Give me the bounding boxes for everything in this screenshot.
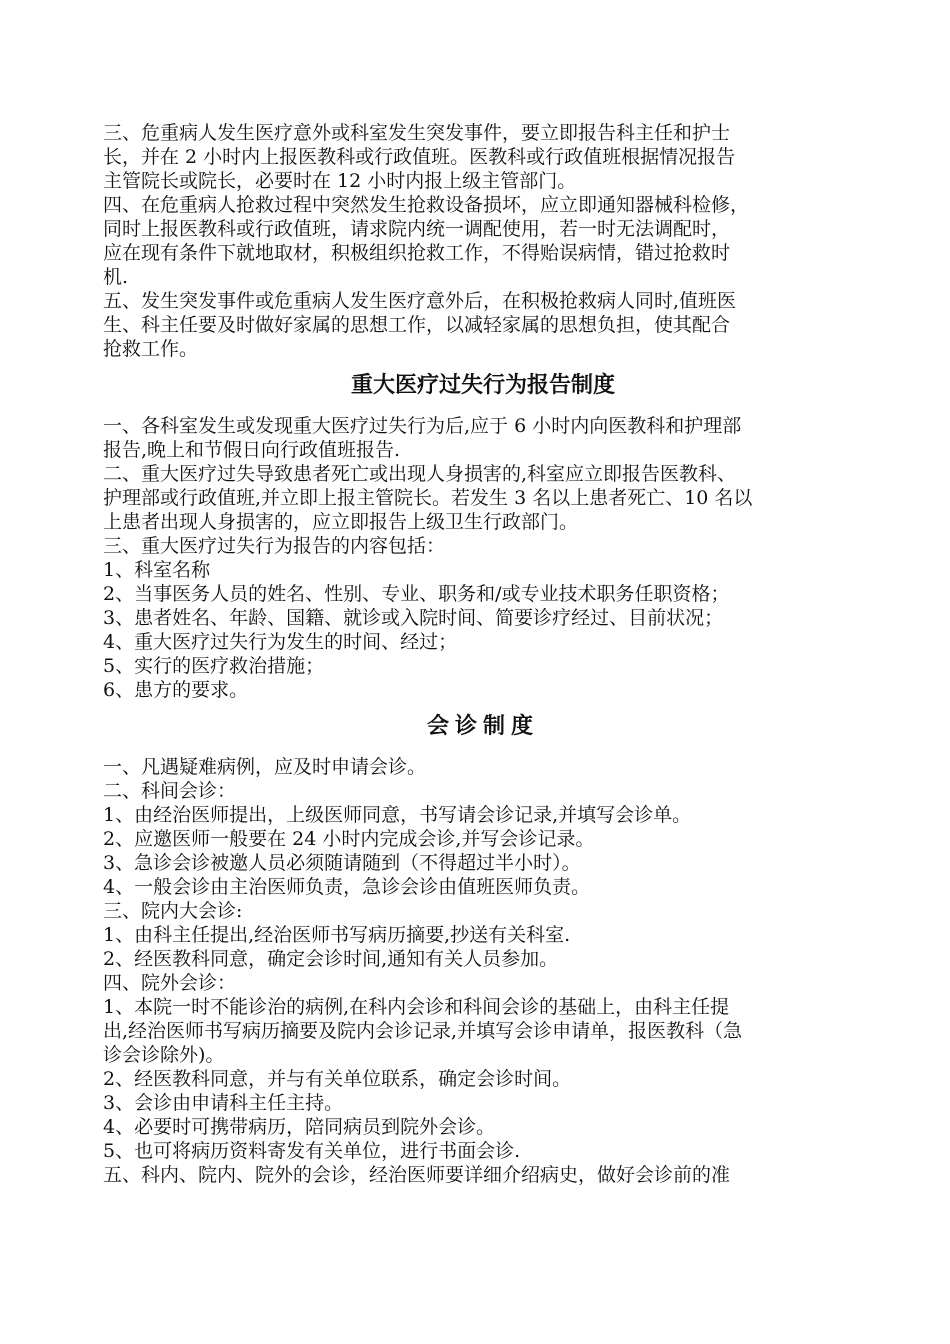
text-line: 二、科间会诊： [103,780,237,802]
text-line: 长，并在 2 小时内上报医教科或行政值班。医教科或行政值班根据情况报告 [103,146,736,168]
text-line: 三、重大医疗过失行为报告的内容包括： [103,535,446,557]
text-line: 五、科内、院内、院外的会诊，经治医师要详细介绍病史，做好会诊前的准 [103,1164,731,1186]
list-item: 3、急诊会诊被邀人员必须随请随到（不得超过半小时）。 [103,852,581,874]
text-line: 机. [103,266,129,288]
text-line: 诊会诊除外)。 [103,1044,225,1066]
list-item: 1、本院一时不能诊治的病例,在科内会诊和科间会诊的基础上，由科主任提 [103,996,730,1018]
list-item: 2、经医教科同意，并与有关单位联系，确定会诊时间。 [103,1068,572,1090]
consultation-section [103,755,863,1187]
list-item: 1、由经治医师提出，上级医师同意，书写请会诊记录,并填写会诊单。 [103,804,692,826]
text-line: 一、凡遇疑难病例，应及时申请会诊。 [103,756,427,778]
emergency-report-section [103,121,863,361]
list-item: 4、必要时可携带病历，陪同病员到院外会诊。 [103,1116,496,1138]
list-item: 1、由科主任提出,经治医师书写病历摘要,抄送有关科室. [103,924,571,946]
section-heading-consultation: 会诊制度 [426,714,539,739]
list-item: 2、应邀医师一般要在 24 小时内完成会诊,并写会诊记录。 [103,828,595,850]
text-line: 四、在危重病人抢救过程中突然发生抢救设备损坏，应立即通知器械科检修， [103,194,750,216]
text-line: 主管院长或院长，必要时在 12 小时内报上级主管部门。 [103,170,577,192]
malpractice-report-section [103,414,863,702]
text-line: 应在现有条件下就地取材，积极组织抢救工作，不得贻误病情，错过抢救时 [103,242,731,264]
list-item: 2、经医教科同意，确定会诊时间,通知有关人员参加。 [103,948,559,970]
text-line: 二、重大医疗过失导致患者死亡或出现人身损害的,科室应立即报告医教科、 [103,463,737,485]
list-item: 4、一般会诊由主治医师负责，急诊会诊由值班医师负责。 [103,876,591,898]
text-line: 三、院内大会诊: [103,900,243,922]
text-line: 报告,晚上和节假日向行政值班报告. [103,439,401,461]
document-page [103,121,863,1187]
text-line: 三、危重病人发生医疗意外或科室发生突发事件，要立即报告科主任和护士 [103,122,731,144]
list-item: 2、当事医务人员的姓名、性别、专业、职务和/或专业技术职务任职资格； [103,583,730,605]
list-item: 3、会诊由申请科主任主持。 [103,1092,344,1114]
text-line: 四、院外会诊： [103,972,237,994]
text-line: 一、各科室发生或发现重大医疗过失行为后,应于 6 小时内向医教科和护理部 [103,415,742,437]
list-item: 5、实行的医疗救治措施； [103,655,325,677]
text-line: 五、发生突发事件或危重病人发生医疗意外后，在积极抢救病人同时,值班医 [103,290,737,312]
list-item: 5、也可将病历资料寄发有关单位，进行书面会诊. [103,1140,521,1162]
list-item: 1、科室名称 [103,559,211,581]
text-line: 护理部或行政值班,并立即上报主管院长。若发生 3 名以上患者死亡、10 名以 [103,487,753,509]
list-item: 3、患者姓名、年龄、国籍、就诊或入院时间、简要诊疗经过、目前状况； [103,607,724,629]
list-item: 6、患方的要求。 [103,679,249,701]
text-line: 上患者出现人身损害的，应立即报告上级卫生行政部门。 [103,511,579,533]
text-line: 同时上报医教科或行政值班，请求院内统一调配使用，若一时无法调配时， [103,218,731,240]
text-line: 抢救工作。 [103,338,199,360]
list-item: 4、重大医疗过失行为发生的时间、经过； [103,631,458,653]
text-line: 生、科主任要及时做好家属的思想工作，以减轻家属的思想负担，使其配合 [103,314,731,336]
text-line: 出,经治医师书写病历摘要及院内会诊记录,并填写会诊申请单，报医教科（急 [103,1020,743,1042]
section-heading-malpractice-report: 重大医疗过失行为报告制度 [350,373,615,398]
